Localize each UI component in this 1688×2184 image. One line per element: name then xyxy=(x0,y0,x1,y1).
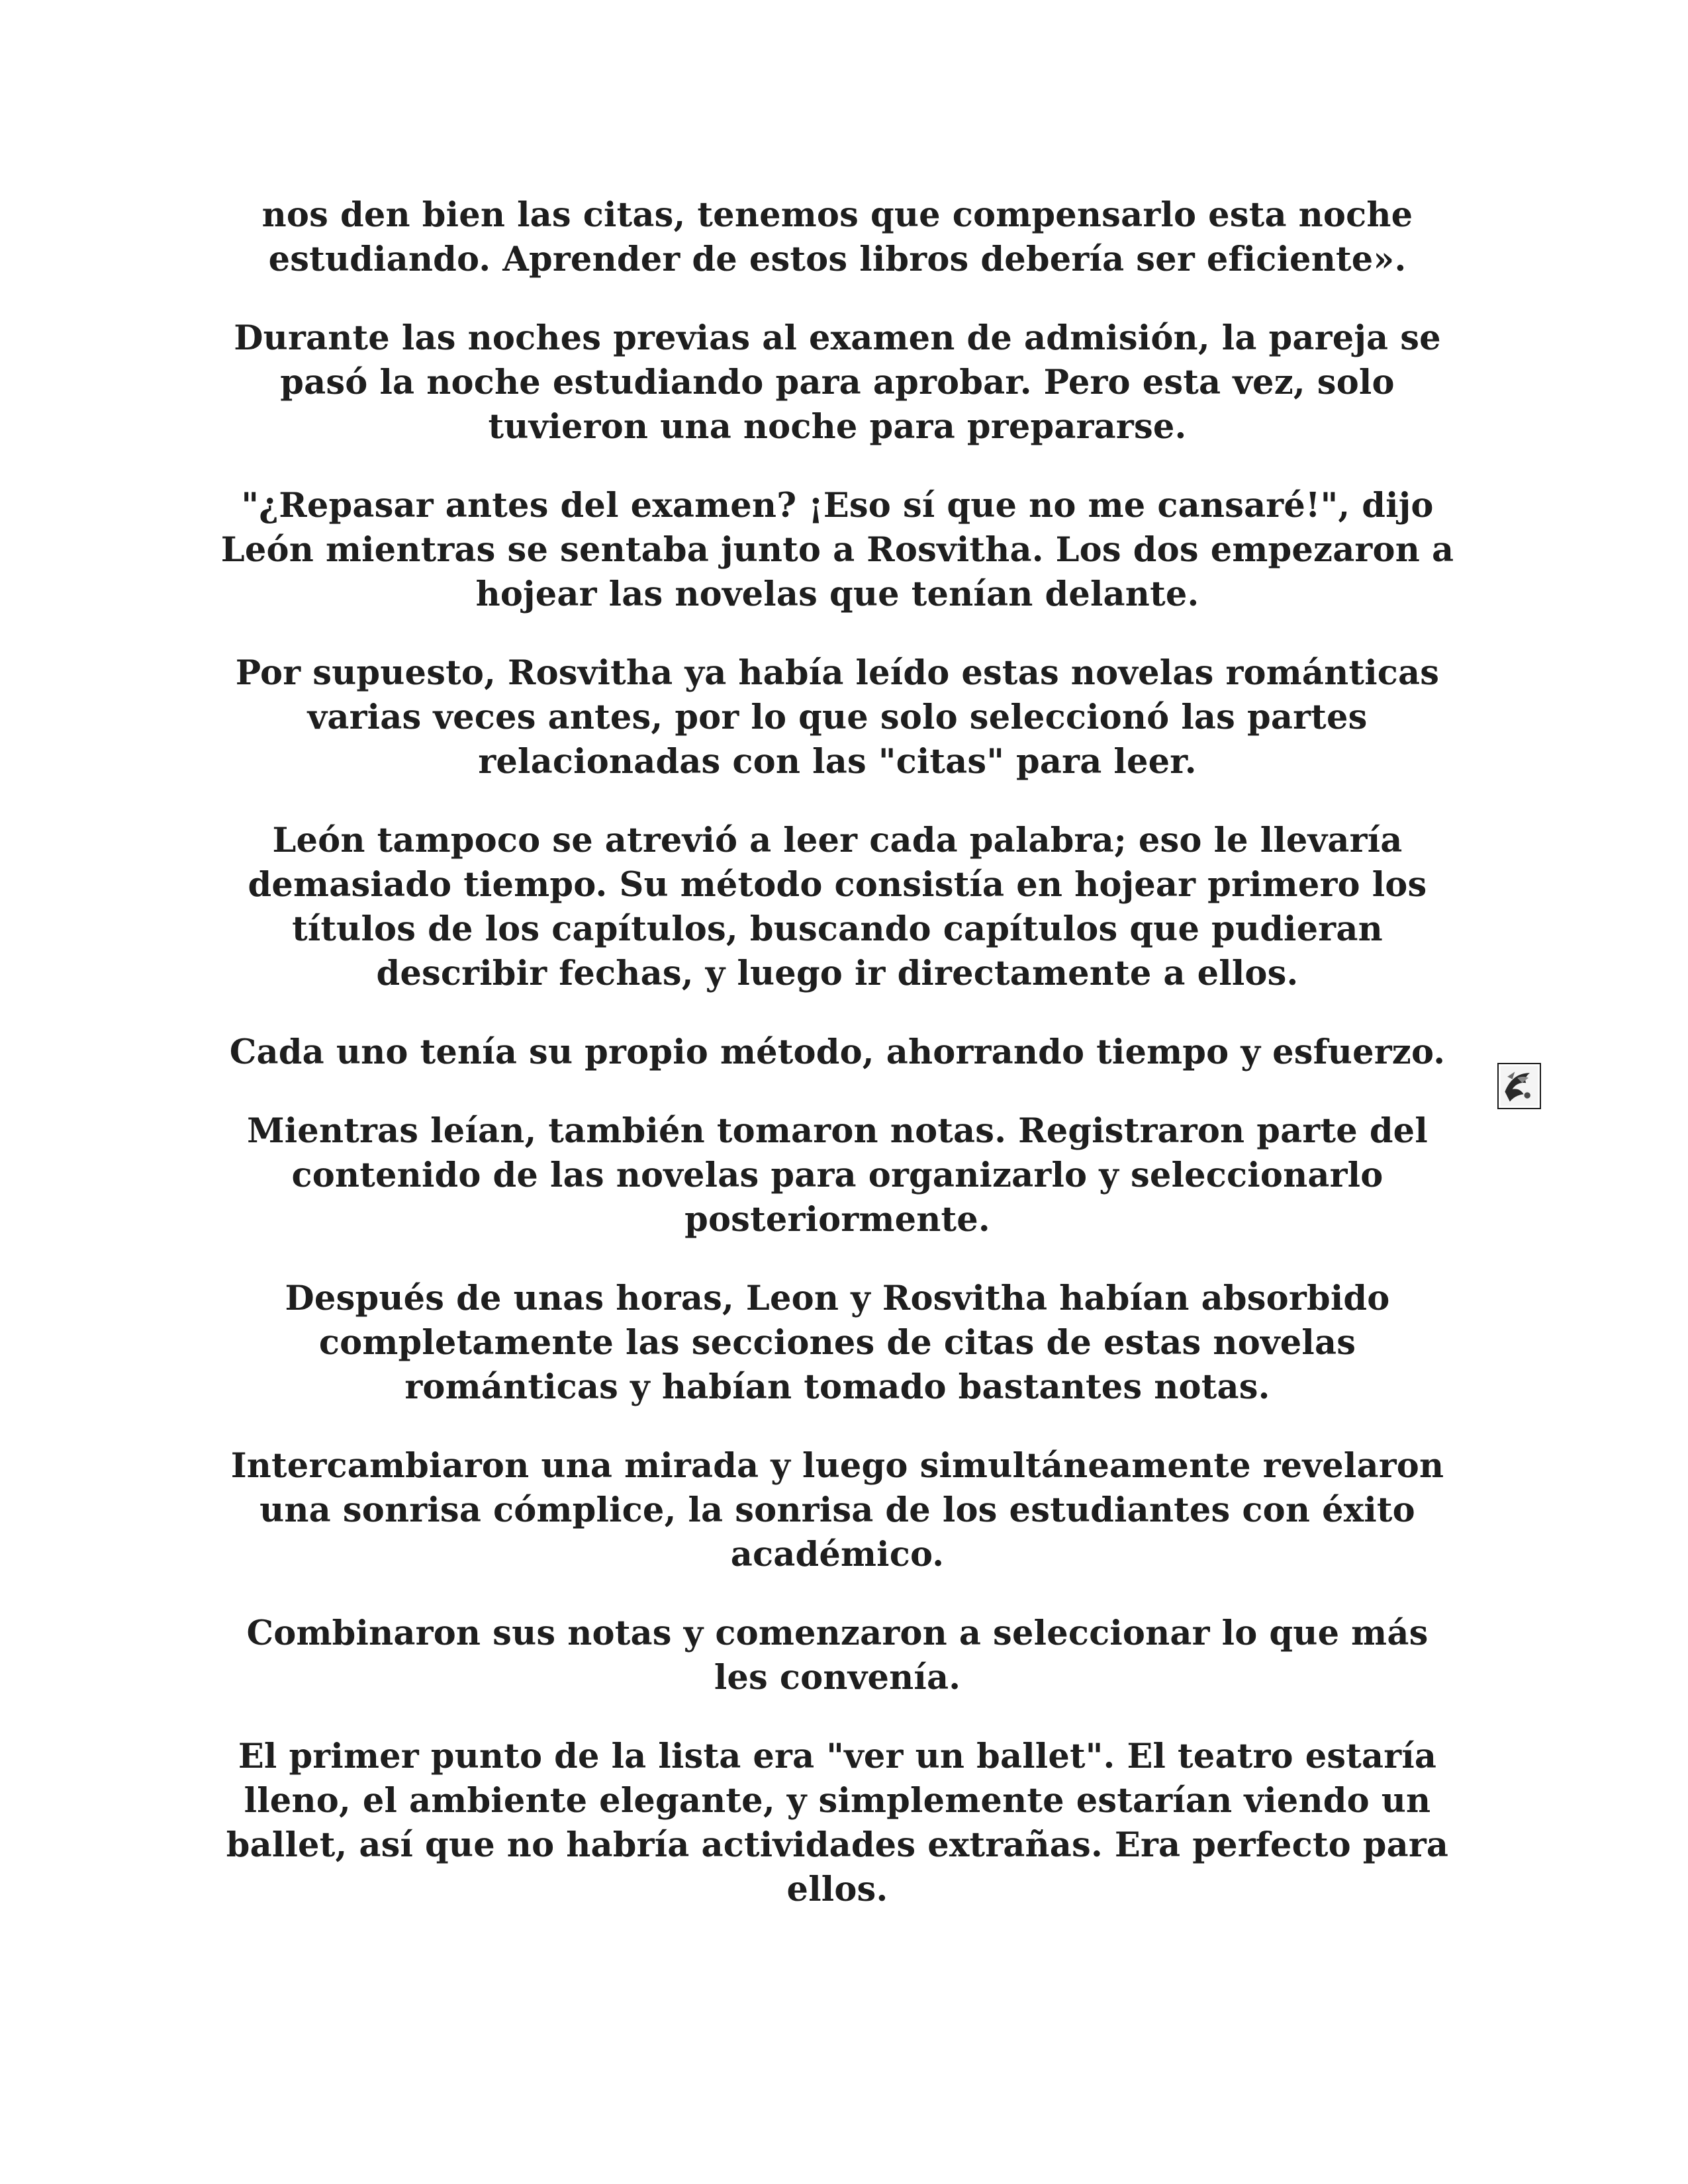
page-logo-icon xyxy=(1497,1063,1541,1109)
paragraph-8: Después de unas horas, Leon y Rosvitha habían absorbido completamente las secciones de citas de estas novelas románticas y habían tomado bastantes notas. xyxy=(285,1279,1390,1407)
paragraph-11: El primer punto de la lista era "ver un ballet". El teatro estaría lleno, el ambiente elegante, y simplemente estarían viendo un ballet, así que no habría actividades extrañas. Era perfecto para ellos. xyxy=(226,1737,1449,1909)
paragraph-5: León tampoco se atrevió a leer cada palabra; eso le llevaría demasiado tiempo. Su método consistía en hojear primero los títulos de los capítulos, buscando capítulos que pudieran describir fechas, y luego ir directamente a ellos. xyxy=(248,821,1427,993)
paragraph-3: "¿Repasar antes del examen? ¡Eso sí que no me cansaré!", dijo León mientras se sentaba junto a Rosvitha. Los dos empezaron a hojear las novelas que tenían delante. xyxy=(220,486,1454,614)
paragraph-7: Mientras leían, también tomaron notas. Registraron parte del contenido de las novelas para organizarlo y seleccionarlo posteriormente. xyxy=(247,1111,1428,1240)
paragraph-2: Durante las noches previas al examen de admisión, la pareja se pasó la noche estudiando para aprobar. Pero esta vez, solo tuvieron una noche para prepararse. xyxy=(234,318,1441,447)
paragraph-10: Combinaron sus notas y comenzaron a seleccionar lo que más les convenía. xyxy=(246,1614,1429,1698)
document-body xyxy=(218,193,1456,1946)
paragraph-1: nos den bien las citas, tenemos que compensarlo esta noche estudiando. Aprender de estos libros debería ser eficiente». xyxy=(261,195,1413,279)
paragraph-6: Cada uno tenía su propio método, ahorrando tiempo y esfuerzo. xyxy=(229,1032,1446,1072)
paragraph-9: Intercambiaron una mirada y luego simultáneamente revelaron una sonrisa cómplice, la sonrisa de los estudiantes con éxito académico. xyxy=(230,1446,1444,1574)
paragraph-4: Por supuesto, Rosvitha ya había leído estas novelas románticas varias veces antes, por lo que solo seleccionó las partes relacionadas con las "citas" para leer. xyxy=(235,653,1440,782)
